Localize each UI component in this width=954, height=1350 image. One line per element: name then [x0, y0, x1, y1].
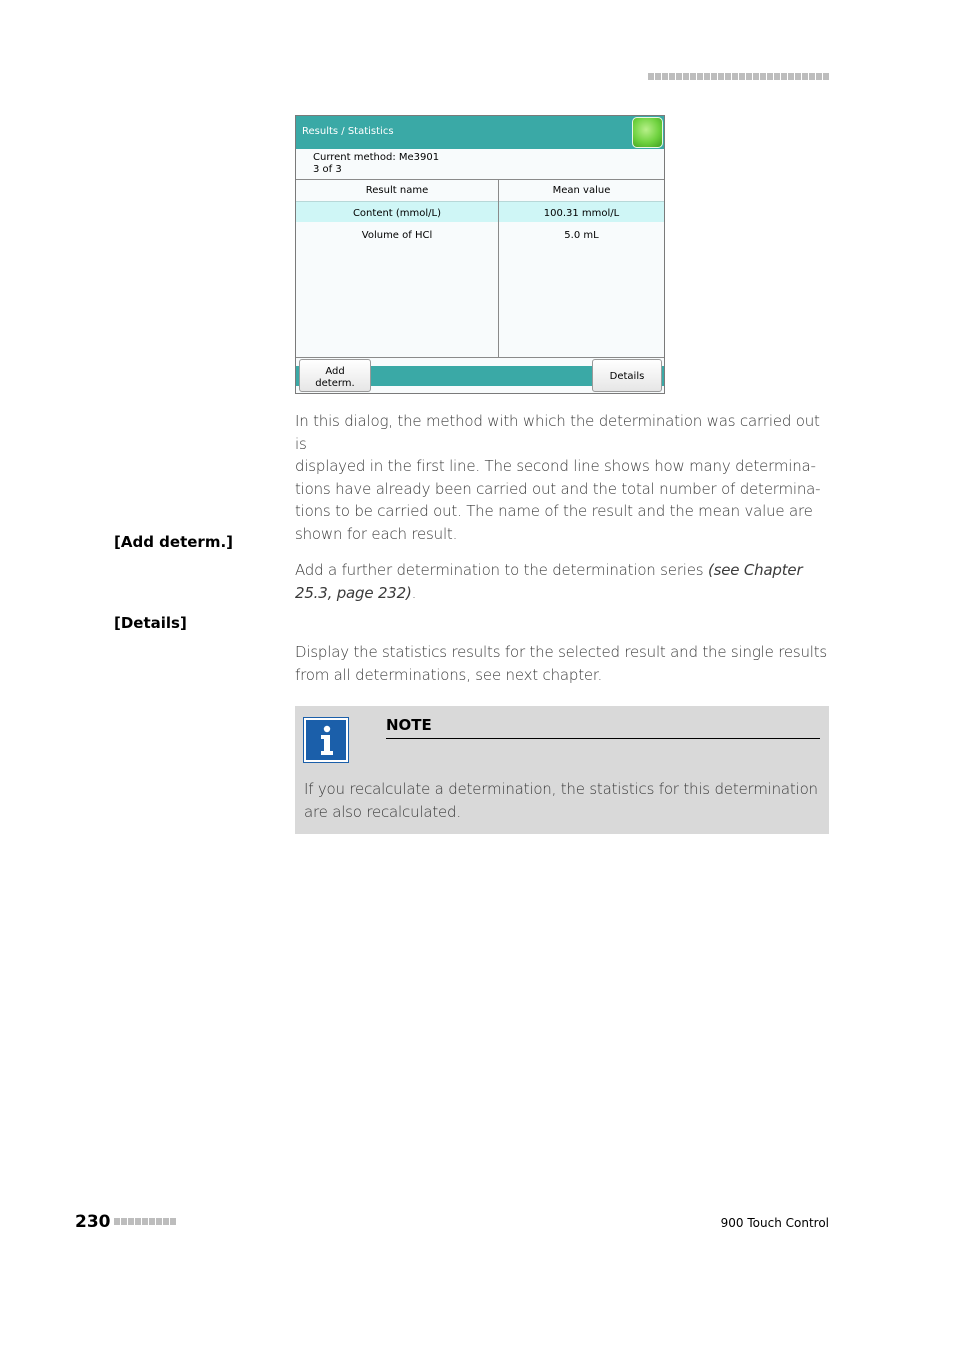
note-text — [304, 778, 824, 823]
footer-decoration — [114, 1218, 176, 1225]
paragraph-line: from all determinations, see next chapter. — [295, 665, 603, 684]
dialog-title: Results / Statistics — [302, 126, 394, 137]
current-method: Current method: Me3901 — [313, 152, 440, 163]
results-statistics-dialog — [295, 115, 665, 394]
header-decoration — [648, 73, 829, 80]
paragraph-line: shown for each result. — [295, 524, 458, 543]
dialog-title-bar — [296, 116, 664, 149]
method-info — [313, 152, 439, 176]
determination-progress: 3 of 3 — [313, 164, 342, 175]
details-heading: [Details] — [114, 614, 187, 632]
add-determ-button[interactable] — [299, 359, 371, 392]
column-header-mean-value: Mean value — [552, 185, 611, 196]
status-led-icon[interactable] — [632, 117, 663, 148]
table-cell[interactable]: 100.31 mmol/L — [543, 208, 620, 219]
paragraph-line: tions have already been carried out and the total number of determina- — [295, 479, 821, 498]
add-determ-label-line2: determ. — [315, 377, 355, 389]
table-cell[interactable]: Volume of HCl — [361, 230, 433, 241]
chapter-reference: (see Chapter — [707, 561, 803, 579]
paragraph-line: If you recalculate a determination, the statistics for this determination — [304, 780, 818, 798]
add-determ-heading: [Add determ.] — [114, 533, 233, 551]
chapter-reference: 25.3, page 232) — [295, 583, 412, 602]
page-number: 230 — [75, 1212, 111, 1232]
paragraph-line — [295, 559, 835, 582]
add-determ-label-line1: Add — [325, 365, 345, 377]
table-cell[interactable]: 5.0 mL — [564, 230, 599, 241]
note-divider — [386, 738, 820, 739]
paragraph-line: tions to be carried out. The name of the result and the mean value are — [295, 502, 813, 520]
product-name: 900 Touch Control — [720, 1216, 829, 1230]
intro-paragraph — [295, 410, 835, 545]
results-table — [296, 179, 664, 358]
paragraph-line: displayed in the first line. The second line shows how many determina- — [295, 457, 816, 475]
paragraph-line — [295, 582, 835, 605]
paragraph-line: In this dialog, the method with which the determination was carried out is — [295, 412, 820, 453]
text-plain: . — [411, 583, 417, 602]
text-plain: Add a further determination to the determination series — [295, 561, 708, 579]
table-cell[interactable]: Content (mmol/L) — [352, 208, 442, 219]
info-icon — [304, 718, 348, 762]
column-divider — [498, 180, 499, 357]
note-title: NOTE — [386, 716, 432, 734]
column-header-result-name: Result name — [365, 185, 429, 196]
paragraph-line: are also recalculated. — [304, 802, 461, 821]
note-box — [295, 706, 829, 834]
details-button[interactable]: Details — [592, 359, 662, 392]
paragraph-line: Display the statistics results for the selected result and the single results — [295, 643, 828, 661]
details-description — [295, 641, 835, 686]
add-determ-description — [295, 559, 835, 604]
